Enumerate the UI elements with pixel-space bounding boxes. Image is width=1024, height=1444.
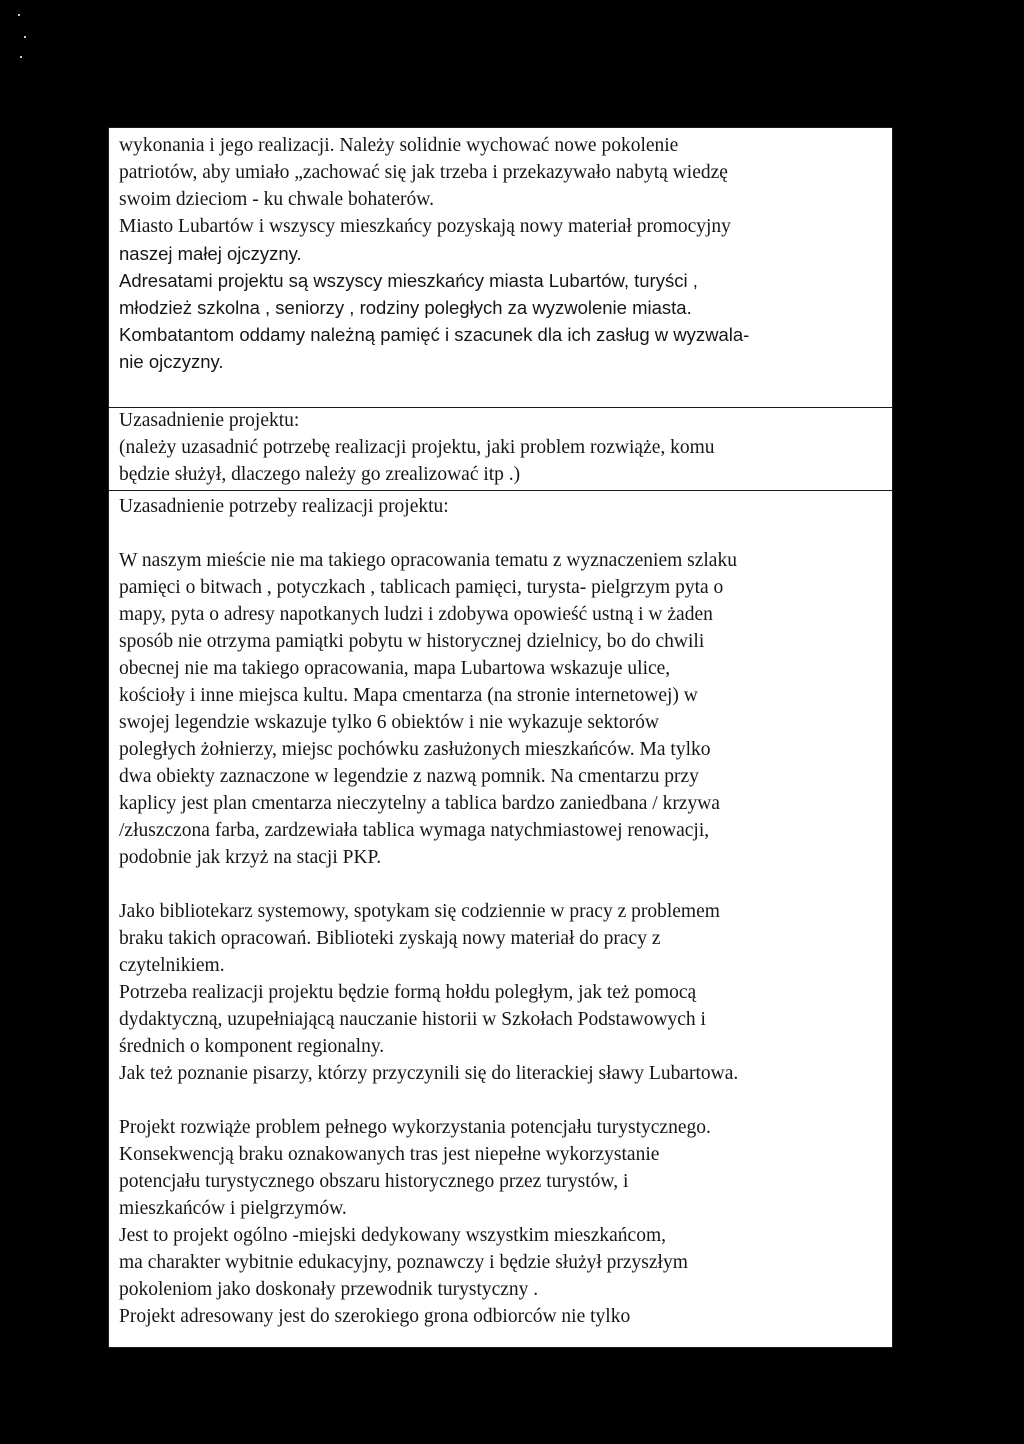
justification-heading: Uzasadnienie potrzeby realizacji projektu: (119, 496, 449, 517)
body-line: pamięci o bitwach , potyczkach , tablicach pamięci, turysta- pielgrzym pyta o (119, 577, 724, 598)
intro-line: swoim dzieciom - ku chwale bohaterów. (119, 189, 434, 210)
body-line: swojej legendzie wskazuje tylko 6 obiektów i nie wykazuje sektorów (119, 712, 659, 733)
body-line: W naszym mieście nie ma takiego opracowania tematu z wyznaczeniem szlaku (119, 550, 737, 571)
body-line: braku takich opracowań. Biblioteki zyskają nowy materiał do pracy z (119, 928, 661, 949)
scan-speck (20, 56, 22, 58)
intro-line: Kombatantom oddamy należną pamięć i szacunek dla ich zasług w wyzwala- (119, 324, 750, 345)
intro-line: naszej małej ojczyzny. (119, 243, 302, 264)
body-line: ma charakter wybitnie edukacyjny, poznawczy i będzie służył przyszłym (119, 1252, 688, 1273)
body-line: kościoły i inne miejsca kultu. Mapa cmentarza (na stronie internetowej) w (119, 685, 698, 706)
justification-header (109, 407, 892, 488)
document-page (108, 127, 893, 1348)
intro-line: patriotów, aby umiało „zachować się jak trzeba i przekazywało nabytą wiedzę (119, 162, 728, 183)
body-line: Projekt adresowany jest do szerokiego grona odbiorców nie tylko (119, 1306, 631, 1327)
intro-section (109, 132, 892, 375)
scan-speck (24, 36, 26, 38)
body-line: Potrzeba realizacji projektu będzie formą hołdu poległym, jak też pomocą (119, 982, 697, 1003)
instruction-line: (należy uzasadnić potrzebę realizacji projektu, jaki problem rozwiąże, komu (119, 437, 715, 458)
paragraph-gap (119, 1087, 884, 1114)
body-line: mapy, pyta o adresy napotkanych ludzi i zdobywa opowieść ustną i w żaden (119, 604, 713, 625)
body-line: Jak też poznanie pisarzy, którzy przyczynili się do literackiej sławy Lubartowa. (119, 1063, 739, 1084)
scan-speck (18, 14, 20, 16)
intro-line: Adresatami projektu są wszyscy mieszkańcy miasta Lubartów, turyści , (119, 270, 698, 291)
paragraph-gap (119, 871, 884, 898)
body-line: Konsekwencją braku oznakowanych tras jest niepełne wykorzystanie (119, 1144, 660, 1165)
body-line: średnich o komponent regionalny. (119, 1036, 385, 1057)
body-line: Jest to projekt ogólno -miejski dedykowany wszystkim mieszkańcom, (119, 1225, 666, 1246)
body-line: potencjału turystycznego obszaru historycznego przez turystów, i (119, 1171, 629, 1192)
body-line: dwa obiekty zaznaczone w legendzie z nazwą pomnik. Na cmentarzu przy (119, 766, 699, 787)
intro-line: wykonania i jego realizacji. Należy solidnie wychować nowe pokolenie (119, 135, 679, 156)
body-line: /złuszczona farba, zardzewiała tablica wymaga natychmiastowej renowacji, (119, 820, 710, 841)
intro-line: młodzież szkolna , seniorzy , rodziny poległych za wyzwolenie miasta. (119, 297, 692, 318)
body-line: Jako bibliotekarz systemowy, spotykam się codziennie w pracy z problemem (119, 901, 720, 922)
justification-body (109, 493, 892, 1330)
body-line: podobnie jak krzyż na stacji PKP. (119, 847, 382, 868)
body-line: mieszkańców i pielgrzymów. (119, 1198, 347, 1219)
body-line: Projekt rozwiąże problem pełnego wykorzystania potencjału turystycznego. (119, 1117, 711, 1138)
body-line: obecnej nie ma takiego opracowania, mapa Lubartowa wskazuje ulice, (119, 658, 671, 679)
justification-title: Uzasadnienie projektu: (119, 410, 300, 431)
body-line: pokoleniom jako doskonały przewodnik turystyczny . (119, 1279, 539, 1300)
body-line: sposób nie otrzyma pamiątki pobytu w historycznej dzielnicy, bo do chwili (119, 631, 705, 652)
instruction-line: będzie służył, dlaczego należy go zrealizować itp .) (119, 464, 521, 485)
intro-line: nie ojczyzny. (119, 351, 224, 372)
body-line: poległych żołnierzy, miejsc pochówku zasłużonych mieszkańców. Ma tylko (119, 739, 711, 760)
body-line: kaplicy jest plan cmentarza nieczytelny a tablica bardzo zaniedbana / krzywa (119, 793, 720, 814)
section-divider (109, 490, 892, 491)
body-line: czytelnikiem. (119, 955, 225, 976)
scan-artifacts (14, 6, 34, 66)
body-line: dydaktyczną, uzupełniającą nauczanie historii w Szkołach Podstawowych i (119, 1009, 706, 1030)
intro-line: Miasto Lubartów i wszyscy mieszkańcy pozyskają nowy materiał promocyjny (119, 216, 731, 237)
paragraph-gap (119, 520, 884, 547)
